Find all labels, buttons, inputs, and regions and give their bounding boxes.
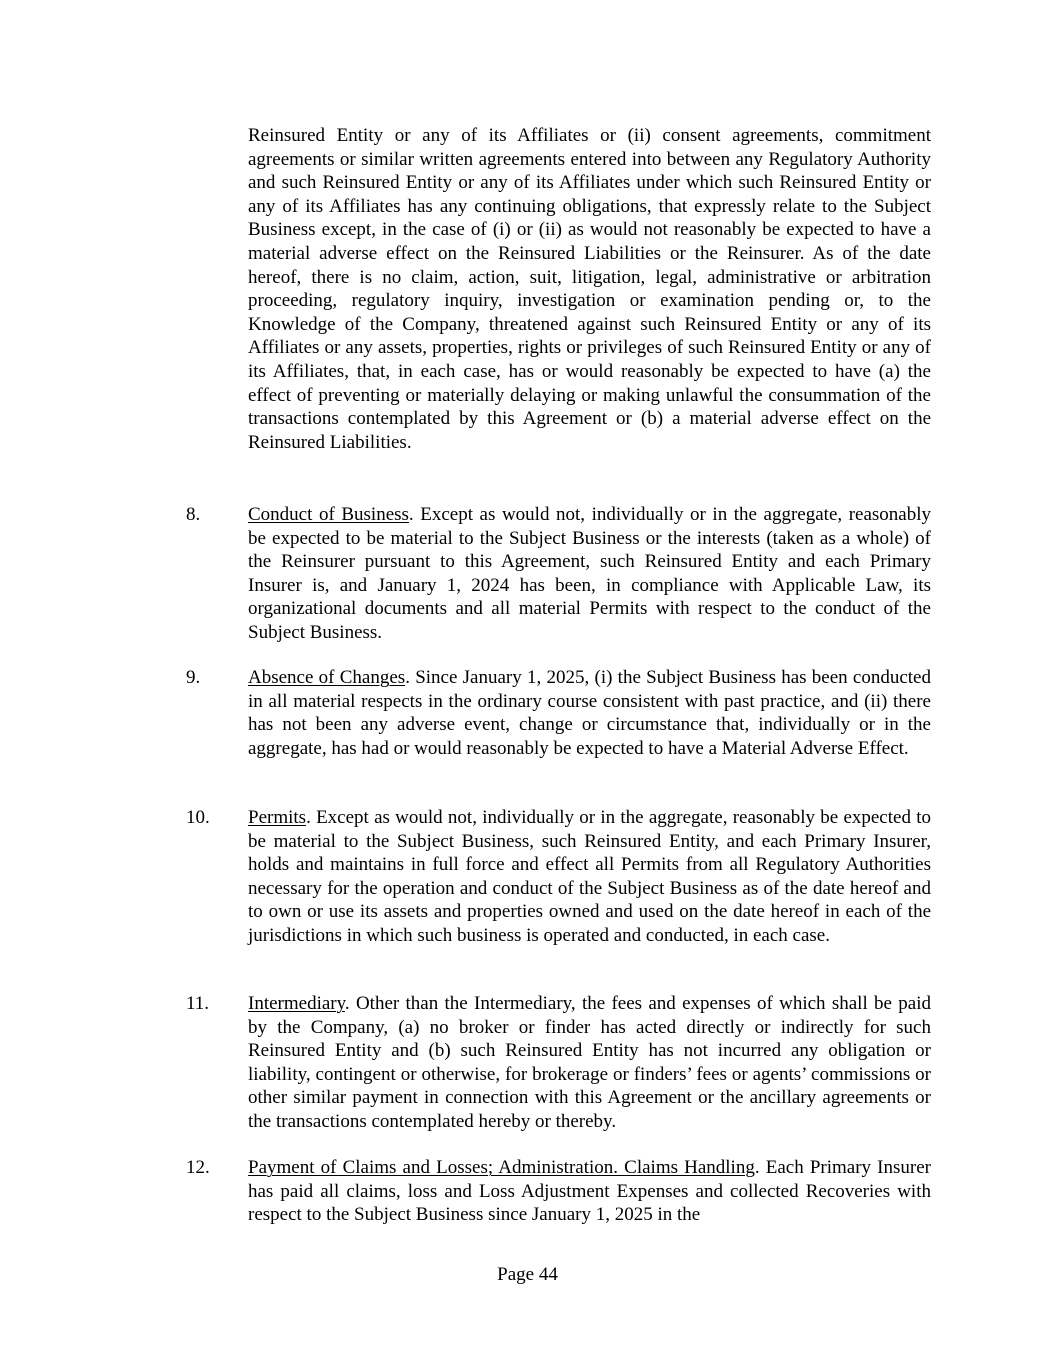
section-heading: Payment of Claims and Losses; Administration. Claims Handling (248, 1157, 755, 1178)
section-heading: Absence of Changes (248, 667, 406, 688)
section-paragraph (248, 992, 931, 1134)
page-number: Page 44 (497, 1264, 558, 1285)
section-body: . Other than the Intermediary, the fees and expenses of which shall be paid by the Company, (a) no broker or finder has acted directly or indirectly for such Reinsured Entity and (b) such Reinsured Entity has not incurred any obligation or liability, contingent or otherwise, for brokerage or finders’ fees or agents’ commissions or other similar payment in connection with this Agreement or the ancillary agreements or the transactions contemplated hereby or thereby. (248, 993, 931, 1132)
section-number: 9. (186, 667, 201, 688)
section-paragraph (248, 503, 931, 645)
section-number: 8. (186, 504, 201, 525)
section-paragraph (248, 1156, 931, 1227)
section-paragraph (248, 666, 931, 760)
section-heading: Permits (248, 807, 307, 828)
section-number: 10. (186, 807, 210, 828)
section-body: . Each Primary Insurer has paid all claims, loss and Loss Adjustment Expenses and collected Recoveries with respect to the Subject Business since January 1, 2025 in the (248, 1157, 931, 1226)
section-number: 12. (186, 1157, 210, 1178)
section-body: . Since January 1, 2025, (i) the Subject Business has been conducted in all material respects in the ordinary course consistent with past practice, and (ii) there has not been any adverse event, change or circumstance that, individually or in the aggregate, has had or would reasonably be expected to have a Material Adverse Effect. (248, 667, 931, 759)
section-heading: Intermediary (248, 993, 345, 1014)
section-body: . Except as would not, individually or in the aggregate, reasonably be expected to be material to the Subject Business, such Reinsured Entity, and each Primary Insurer, holds and maintains in full force and effect all Permits from all Regulatory Authorities necessary for the operation and conduct of the Subject Business as of the date hereof and to own or use its assets and properties owned and used on the date hereof in each of the jurisdictions in which such business is operated and conducted, in each case. (248, 807, 931, 946)
continuation-paragraph: Reinsured Entity or any of its Affiliates or (ii) consent agreements, commitment agreements or similar written agreements entered into between any Regulatory Authority and such Reinsured Entity or any of its Affiliates under which such Reinsured Entity or any of its Affiliates has any continuing obligations, that expressly relate to the Subject Business except, in the case of (i) or (ii) as would not reasonably be expected to have a material adverse effect on the Reinsured Liabilities or the Reinsurer. As of the date hereof, there is no claim, action, suit, litigation, legal, administrative or arbitration proceeding, regulatory inquiry, investigation or examination pending or, to the Knowledge of the Company, threatened against such Reinsured Entity or any of its Affiliates or any assets, properties, rights or privileges of such Reinsured Entity or any of its Affiliates, that, in each case, has or would reasonably be expected to have (a) the effect of preventing or materially delaying or making unlawful the consummation of the transactions contemplated by this Agreement or (b) a material adverse effect on the Reinsured Liabilities. (248, 125, 931, 453)
section-paragraph (248, 806, 931, 948)
section-body: . Except as would not, individually or in the aggregate, reasonably be expected to be material to the Subject Business or the interests (taken as a whole) of the Reinsurer pursuant to this Agreement, such Reinsured Entity and each Primary Insurer is, and January 1, 2024 has been, in compliance with Applicable Law, its organizational documents and all material Permits with respect to the conduct of the Subject Business. (248, 504, 932, 643)
section-number: 11. (186, 993, 210, 1014)
section-heading: Conduct of Business (248, 504, 409, 525)
